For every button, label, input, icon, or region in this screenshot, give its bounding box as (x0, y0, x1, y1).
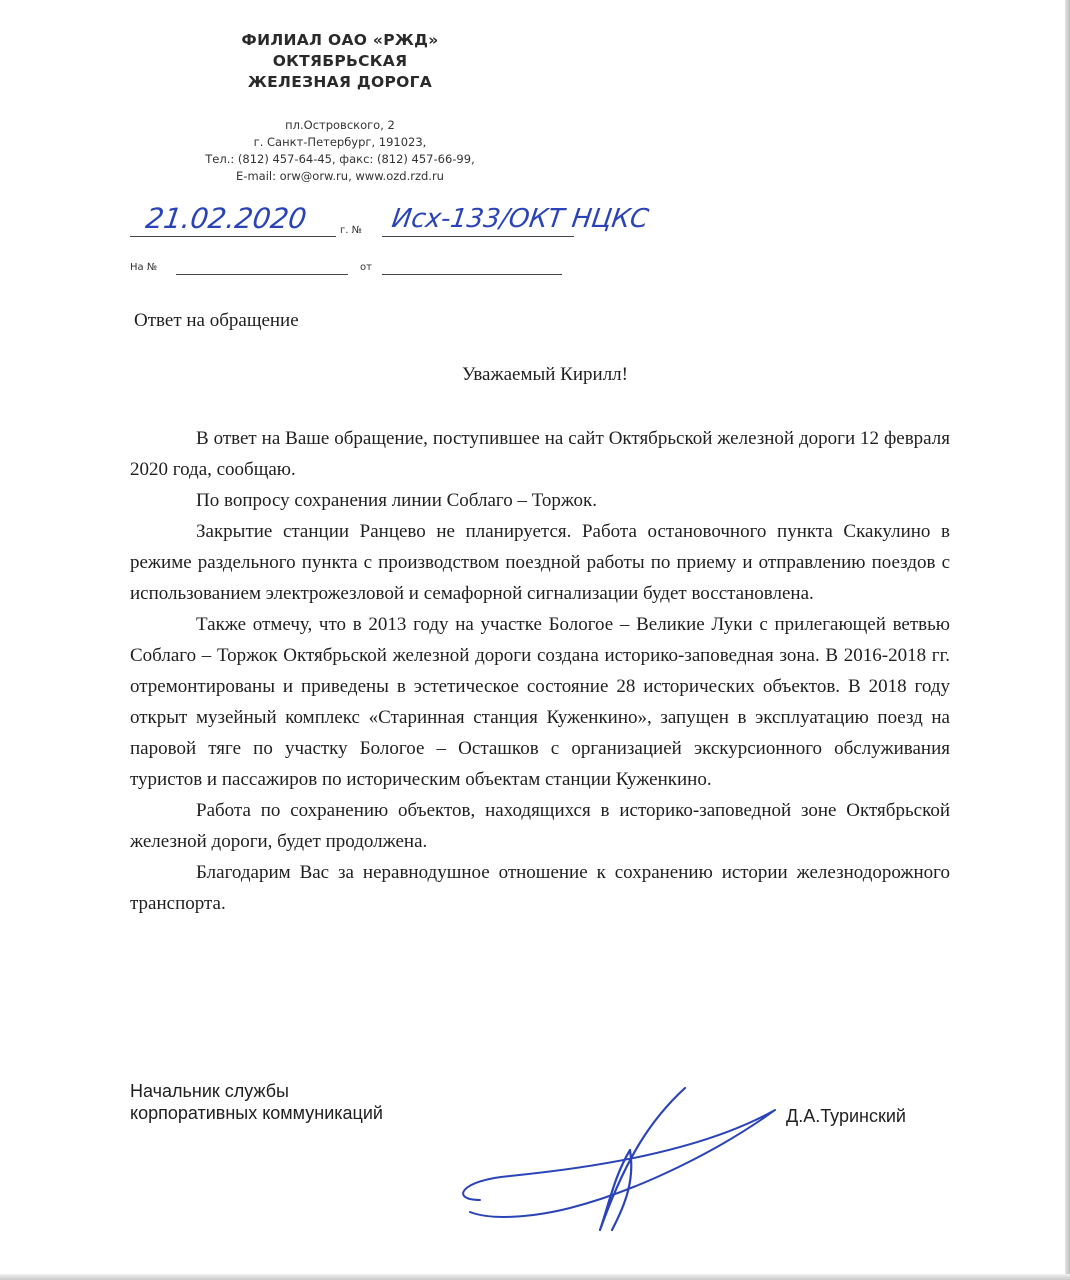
address-phones: Тел.: (812) 457-64-45, факс: (812) 457-66-99, (205, 152, 475, 166)
letter-subject: Ответ на обращение (134, 310, 299, 331)
body-paragraph: В ответ на Ваше обращение, поступившее на сайт Октябрьской железной дороги 12 февраля 2020 года, сообщаю. (130, 428, 950, 480)
handwritten-signature (440, 1080, 780, 1240)
body-paragraph: Также отмечу, что в 2013 году на участке Бологое – Великие Луки с прилегающей ветвью Соблаго – Торжок Октябрьской железной дороги создана историко-заповедная зона. В 2016-2018 гг. отремонтированы и приведены в эстетическое состояние 28 исторических объектов. В 2018 году открыт музейный комплекс «Старинная станция Куженкино», запущен в эксплуатацию поезд на паровой тяге по участку Бологое – Осташков с организацией экскурсионного обслуживания туристов и пассажиров по историческим объектам станции Куженкино. (130, 614, 950, 790)
org-name-line3: ЖЕЛЕЗНАЯ ДОРОГА (247, 73, 433, 91)
reply-date-line (382, 274, 562, 275)
page-edge-shadow (1065, 0, 1070, 1280)
body-paragraph: По вопросу сохранения линии Соблаго – Торжок. (196, 490, 598, 511)
reply-number-label: На № (130, 262, 158, 273)
letter-body (130, 423, 950, 919)
date-underline (130, 236, 336, 237)
address-street: пл.Островского, 2 (285, 118, 395, 132)
handwritten-date: 21.02.2020 (143, 202, 309, 235)
number-underline (382, 236, 574, 237)
signer-position-line1: Начальник службы (130, 1081, 289, 1101)
page-bottom-shadow (0, 1274, 1070, 1280)
org-name-line2: ОКТЯБРЬСКАЯ (272, 52, 408, 70)
salutation: Уважаемый Кирилл! (462, 364, 628, 385)
handwritten-number: Исх-133/ОКТ НЦКС (389, 204, 651, 234)
signer-name: Д.А.Туринский (786, 1106, 906, 1126)
body-paragraph: Закрытие станции Ранцево не планируется. Работа остановочного пункта Скакулино в режиме раздельного пункта с производством поездной работы по приему и отправлению поездов с использованием электрожезловой и семафорной сигнализации будет восстановлена. (130, 521, 950, 604)
signer-position (130, 1080, 383, 1124)
address-city: г. Санкт-Петербург, 191023, (253, 135, 427, 149)
reply-number-line (176, 274, 348, 275)
letterhead (160, 30, 520, 185)
number-label: г. № (340, 225, 363, 236)
org-address (160, 117, 520, 185)
body-paragraph: Благодарим Вас за неравнодушное отношение к сохранению истории железнодорожного транспорта. (130, 862, 950, 914)
signer-position-line2: корпоративных коммуникаций (130, 1103, 383, 1123)
address-email: E-mail: orw@orw.ru, www.ozd.rzd.ru (236, 169, 444, 183)
reply-date-label: от (360, 262, 372, 273)
org-name-line1: ФИЛИАЛ ОАО «РЖД» (241, 31, 439, 49)
body-paragraph: Работа по сохранению объектов, находящихся в историко-заповедной зоне Октябрьской железной дороги, будет продолжена. (130, 800, 950, 852)
